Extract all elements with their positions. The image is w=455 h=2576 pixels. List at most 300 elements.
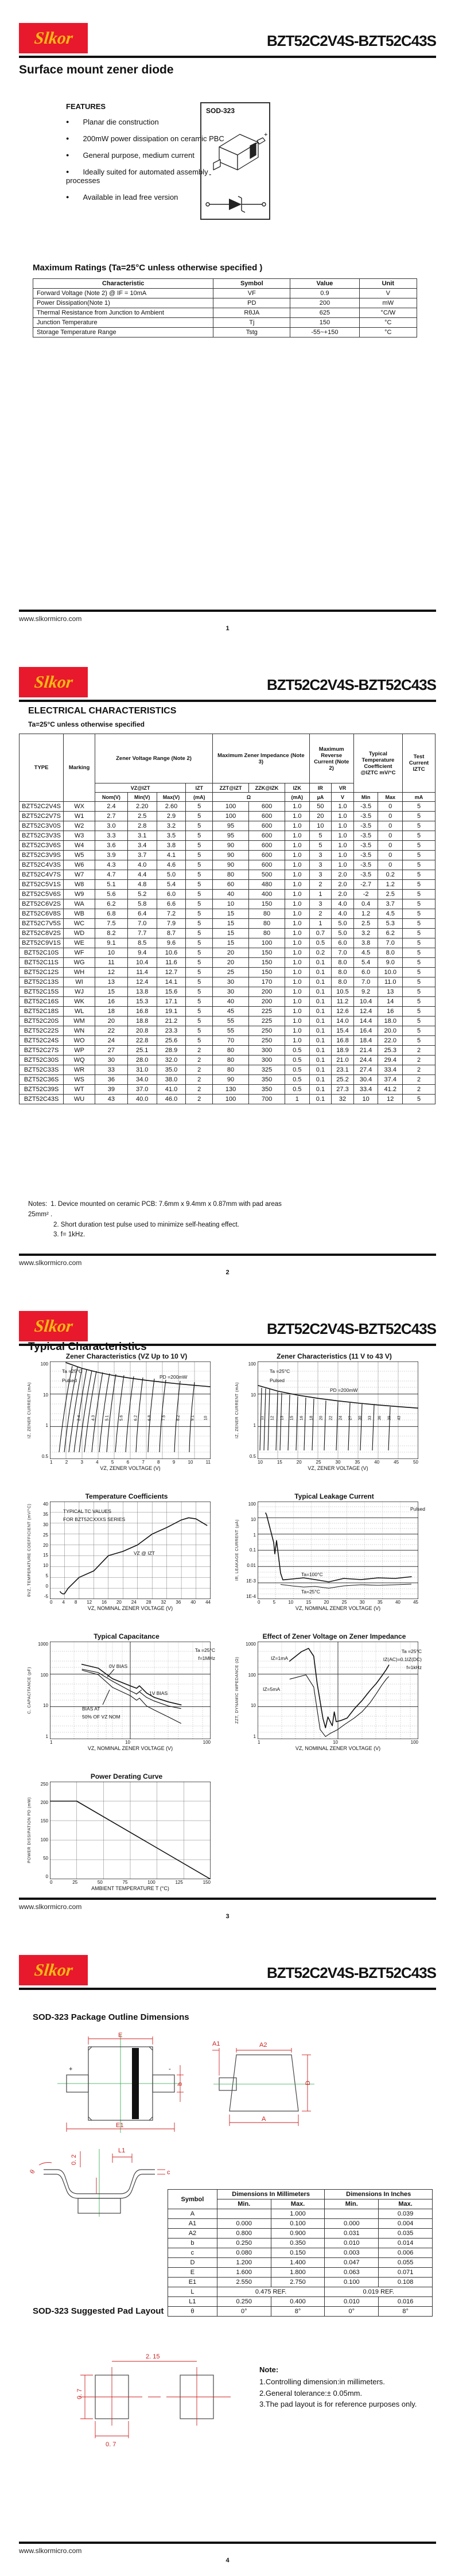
- col-header-marking: Marking: [64, 734, 95, 802]
- table-cell: WJ: [64, 987, 95, 997]
- table-cell: BZT52C15S: [20, 987, 64, 997]
- table-cell: 5: [403, 851, 435, 860]
- table-cell: 325: [249, 1065, 285, 1075]
- header-rule: [19, 700, 436, 702]
- table-cell: 5: [403, 802, 435, 812]
- tick-label: 50: [413, 1460, 418, 1465]
- tick-label: 9.1: [190, 1415, 195, 1421]
- table-cell: 15.4: [332, 1026, 354, 1036]
- website-link[interactable]: www.slkormicro.com: [19, 1259, 82, 1267]
- annotation: Ta=25°C: [301, 1589, 320, 1595]
- table-cell: 10: [95, 948, 127, 958]
- table-row: [168, 2219, 433, 2229]
- table-cell: 10.4: [127, 958, 157, 968]
- table-cell: -3.5: [353, 870, 378, 880]
- tick-label: 1: [258, 1740, 260, 1745]
- package-top-view-drawing: [53, 2031, 185, 2137]
- table-cell: 0.000: [217, 2219, 271, 2229]
- annotation: IZ=5mA: [263, 1686, 280, 1692]
- table-cell: 16.4: [353, 1026, 378, 1036]
- table-cell: 0.1: [309, 1046, 332, 1056]
- x-axis-ticks: [50, 1600, 211, 1605]
- x-axis-ticks: [50, 1460, 211, 1465]
- curve-labels: [76, 1416, 208, 1420]
- table-cell: 2.5: [378, 890, 403, 899]
- tick-label: 12: [270, 1415, 274, 1421]
- tick-label: 28: [146, 1600, 151, 1605]
- table-row: [20, 899, 435, 909]
- pad-layout-notes: [259, 2365, 417, 2410]
- table-cell: 5: [403, 1007, 435, 1017]
- subheader-vz: VZ@IZT: [95, 783, 185, 793]
- table-cell: 5: [186, 821, 213, 831]
- table-cell: 1.0: [332, 821, 354, 831]
- table-row: [20, 812, 435, 821]
- tick-label: 36: [378, 1415, 382, 1421]
- table-cell: BZT52C22S: [20, 1026, 64, 1036]
- table-cell: 150: [290, 318, 359, 328]
- table-cell: 6.2: [378, 929, 403, 938]
- table-cell: -2.7: [353, 880, 378, 890]
- table-cell: 0: [378, 821, 403, 831]
- page-number: 4: [225, 2557, 230, 2564]
- brand-logo-text: Slkor: [33, 1316, 74, 1336]
- list-item: ● 200mW power dissipation on ceramic PBC: [66, 134, 227, 143]
- annotation: Ta =25°C: [62, 1368, 83, 1374]
- unit-header: (mA): [285, 793, 309, 802]
- table-cell: 80: [249, 909, 285, 919]
- electrical-characteristics-heading: ELECTRICAL CHARACTERISTICS: [28, 706, 177, 716]
- chart-title: Zener Characteristics (VZ Up to 10 V): [65, 1352, 188, 1360]
- table-cell: WC: [64, 919, 95, 929]
- notes-label: Notes:: [28, 1201, 48, 1208]
- table-cell: -3.5: [353, 802, 378, 812]
- list-item: 3. f= 1kHz.: [53, 1231, 85, 1239]
- table-cell: 6.0: [353, 968, 378, 977]
- table-cell: 4.0: [332, 909, 354, 919]
- table-cell: 4.0: [127, 860, 157, 870]
- table-cell: 8.7: [157, 929, 186, 938]
- tick-label: 250: [40, 1782, 48, 1787]
- table-cell: WG: [64, 958, 95, 968]
- subheader-ir: IR: [309, 783, 332, 793]
- table-cell: 4.3: [95, 860, 127, 870]
- table-row: [168, 2268, 433, 2278]
- table-cell: 1.000: [271, 2209, 325, 2219]
- table-cell: 10: [213, 899, 249, 909]
- table-cell: 0.039: [379, 2209, 433, 2219]
- table-cell: 1.400: [271, 2258, 325, 2268]
- table-cell: 80: [249, 919, 285, 929]
- table-cell: 30.4: [353, 1075, 378, 1085]
- y-axis-label: θVZ, TEMPERATURE COEFFICIENT (mV/°C): [28, 1503, 32, 1597]
- table-cell: 0°: [325, 2307, 379, 2317]
- table-cell: 5: [186, 831, 213, 841]
- brand-logo-text: Slkor: [33, 672, 74, 692]
- annotation: f=1MHz: [198, 1655, 215, 1661]
- annotation: 50% OF VZ NOM: [82, 1714, 120, 1720]
- table-cell: 300: [249, 1056, 285, 1065]
- table-cell: c: [168, 2248, 217, 2258]
- table-cell: 2: [186, 1095, 213, 1104]
- table-cell: 55: [213, 1026, 249, 1036]
- table-cell: 1.0: [285, 841, 309, 851]
- table-cell: 0: [378, 812, 403, 821]
- tick-label: 7: [142, 1460, 145, 1465]
- table-cell: 5: [403, 909, 435, 919]
- table-cell: 0.1: [309, 987, 332, 997]
- table-cell: 2: [403, 1046, 435, 1056]
- tick-label: 125: [175, 1880, 183, 1885]
- table-cell: 625: [290, 308, 359, 318]
- table-cell: 5: [186, 1026, 213, 1036]
- table-cell: 4.6: [157, 860, 186, 870]
- tick-label: 1: [253, 1532, 256, 1538]
- annotation: VZ @ IZT: [134, 1550, 155, 1556]
- y-axis-label: IR, LEAKAGE CURRENT (µA): [235, 1519, 239, 1581]
- table-cell: 225: [249, 1017, 285, 1026]
- page-subtitle: Surface mount zener diode: [19, 63, 174, 76]
- table-cell: 0.900: [271, 2229, 325, 2239]
- unit-header: mA: [403, 793, 435, 802]
- svg-text:A2: A2: [259, 2042, 267, 2049]
- table-cell: 5: [403, 899, 435, 909]
- table-cell: W2: [64, 821, 95, 831]
- table-cell: 0.9: [290, 289, 359, 298]
- table-cell: 6.0: [157, 890, 186, 899]
- tick-label: 12: [87, 1600, 92, 1605]
- table-cell: 0.350: [271, 2239, 325, 2248]
- brand-logo: [19, 1311, 88, 1341]
- table-cell: 5: [186, 802, 213, 812]
- table-cell: 0.010: [325, 2239, 379, 2248]
- tick-label: 15: [306, 1600, 312, 1605]
- table-cell: 40: [213, 997, 249, 1007]
- table-cell: 3.6: [95, 841, 127, 851]
- table-row: [20, 919, 435, 929]
- x-axis-label: VZ, NOMINAL ZENER VOLTAGE (V): [295, 1745, 381, 1751]
- page-footer: [19, 1898, 436, 1920]
- package-side-view-drawing: [207, 2031, 321, 2137]
- table-cell: 1.0: [285, 821, 309, 831]
- tick-label: 10: [43, 1563, 48, 1569]
- table-cell: 30: [213, 977, 249, 987]
- table-row: [20, 841, 435, 851]
- table-row: [168, 2239, 433, 2248]
- table-cell: 80: [213, 870, 249, 880]
- plot-area: [50, 1642, 211, 1739]
- tick-label: 11: [260, 1415, 265, 1421]
- annotation: 0V BIAS: [109, 1663, 128, 1669]
- tick-label: 33: [368, 1415, 372, 1421]
- table-cell: 0.080: [217, 2248, 271, 2258]
- table-cell: 35.0: [157, 1065, 186, 1075]
- table-cell: 1.0: [285, 938, 309, 948]
- annotation: Pulsed: [410, 1506, 425, 1512]
- table-row: [20, 851, 435, 860]
- table-cell: 2: [186, 1065, 213, 1075]
- table-cell: 40.0: [127, 1095, 157, 1104]
- tick-label: 22: [329, 1415, 333, 1421]
- tick-label: 32: [161, 1600, 166, 1605]
- table-cell: 3.2: [353, 929, 378, 938]
- table-cell: 1.0: [285, 977, 309, 987]
- tick-label: 100: [147, 1880, 155, 1885]
- table-cell: 8.5: [127, 938, 157, 948]
- table-cell: 500: [249, 870, 285, 880]
- table-cell: 5.3: [378, 919, 403, 929]
- table-cell: 0.1: [309, 1056, 332, 1065]
- table-cell: 0.1: [309, 1026, 332, 1036]
- table-cell: 1.0: [285, 929, 309, 938]
- table-cell: BZT52C5V6S: [20, 890, 64, 899]
- col-group-zener-voltage: Zener Voltage Range (Note 2): [95, 734, 212, 783]
- table-cell: 6.4: [127, 909, 157, 919]
- table-cell: 600: [249, 812, 285, 821]
- pad-pitch-dim: 2. 15: [146, 2353, 160, 2360]
- website-link[interactable]: www.slkormicro.com: [19, 615, 82, 623]
- chart-title: Zener Characteristics (11 V to 43 V): [277, 1352, 392, 1360]
- table-cell: 150: [249, 958, 285, 968]
- table-row: [20, 1085, 435, 1095]
- table-cell: 9.0: [378, 958, 403, 968]
- table-cell: 37.4: [378, 1075, 403, 1085]
- unit-header: µA: [309, 793, 332, 802]
- table-cell: 0.063: [325, 2268, 379, 2278]
- chart-zener-high: [235, 1352, 433, 1471]
- table-row: [168, 2229, 433, 2239]
- table-cell: BZT52C3V0S: [20, 821, 64, 831]
- table-cell: -3.5: [353, 812, 378, 821]
- table-cell: 21.4: [353, 1046, 378, 1056]
- chart-temperature-coefficients: [28, 1492, 225, 1611]
- table-cell: 1.0: [285, 899, 309, 909]
- table-cell: 100: [249, 938, 285, 948]
- chart-zener-low: [28, 1352, 225, 1471]
- table-row: [20, 1056, 435, 1065]
- table-cell: 13.8: [127, 987, 157, 997]
- document-title: BZT52C2V4S-BZT52C43S: [267, 32, 436, 49]
- tick-label: 1E-3: [246, 1578, 256, 1584]
- table-cell: 4.1: [157, 851, 186, 860]
- pad-height-dim: 0. 7: [76, 2388, 83, 2399]
- table-cell: 0.003: [325, 2248, 379, 2258]
- table-cell: 5: [186, 841, 213, 851]
- chart-title: Power Derating Curve: [90, 1772, 163, 1780]
- table-cell: 9.4: [127, 948, 157, 958]
- chart-leakage-current: [235, 1492, 433, 1611]
- table-cell: 1.0: [285, 831, 309, 841]
- table-cell: WS: [64, 1075, 95, 1085]
- table-cell: 13: [95, 977, 127, 987]
- table-cell: 1.0: [285, 919, 309, 929]
- table-cell: Tstg: [213, 328, 290, 337]
- tick-label: 1000: [246, 1642, 256, 1647]
- test-condition: Ta=25°C unless otherwise specified: [28, 720, 145, 728]
- table-cell: 600: [249, 860, 285, 870]
- table-cell: 2: [186, 1075, 213, 1085]
- tick-label: 150: [203, 1880, 211, 1885]
- table-cell: BZT52C6V8S: [20, 909, 64, 919]
- table-cell: 28.9: [157, 1046, 186, 1056]
- y-axis-ticks: [243, 1642, 258, 1739]
- chart-power-derating: [28, 1772, 225, 1891]
- table-cell: 150: [249, 948, 285, 958]
- x-axis-label: VZ, NOMINAL ZENER VOLTAGE (V): [87, 1745, 173, 1751]
- x-axis-label: VZ, NOMINAL ZENER VOLTAGE (V): [87, 1605, 173, 1611]
- subheader-izt: IZT: [186, 783, 213, 793]
- table-cell: 3.3: [95, 831, 127, 841]
- table-cell: 0.1: [309, 997, 332, 1007]
- table-cell: 600: [249, 821, 285, 831]
- table-cell: 5: [186, 899, 213, 909]
- table-cell: 18.8: [127, 1017, 157, 1026]
- table-row: [20, 948, 435, 958]
- table-cell: 0.5: [285, 1085, 309, 1095]
- col-group-mm: Dimensions In Millimeters: [217, 2190, 325, 2199]
- tick-label: 15: [277, 1460, 282, 1465]
- tick-label: 25: [72, 1880, 78, 1885]
- table-cell: 11: [95, 958, 127, 968]
- svg-text:-: -: [169, 2066, 171, 2073]
- table-cell: 170: [249, 977, 285, 987]
- tick-label: 5: [273, 1600, 276, 1605]
- table-cell: 39: [95, 1085, 127, 1095]
- table-cell: 8.0: [332, 958, 354, 968]
- tick-label: 10: [251, 1392, 256, 1398]
- table-cell: -3.5: [353, 841, 378, 851]
- table-cell: 5: [403, 890, 435, 899]
- plot-area: [50, 1782, 211, 1879]
- table-row: [20, 1095, 435, 1104]
- tick-label: 100: [203, 1740, 211, 1745]
- table-cell: 250: [249, 1036, 285, 1046]
- table-cell: BZT52C8V2S: [20, 929, 64, 938]
- table-cell: 18: [95, 1007, 127, 1017]
- table-cell: 11.2: [332, 997, 354, 1007]
- table-row: [33, 289, 417, 298]
- table-cell: WT: [64, 1085, 95, 1095]
- table-cell: 0.1: [309, 1085, 332, 1095]
- header-rule: [19, 56, 436, 58]
- table-cell: 5.8: [127, 899, 157, 909]
- table-cell: 8.0: [332, 968, 354, 977]
- website-link[interactable]: www.slkormicro.com: [19, 1903, 82, 1911]
- table-cell: 5: [186, 929, 213, 938]
- table-cell: 15.6: [157, 987, 186, 997]
- table-cell: 0.1: [309, 1036, 332, 1046]
- table-cell: WU: [64, 1095, 95, 1104]
- table-cell: 0.016: [379, 2297, 433, 2307]
- table-cell: 1.0: [285, 997, 309, 1007]
- svg-text:A1: A1: [212, 2040, 220, 2047]
- tick-label: 1E-4: [246, 1593, 256, 1599]
- table-cell: BZT52C36S: [20, 1075, 64, 1085]
- annotation: 1V BIAS: [149, 1690, 168, 1696]
- table-cell: BZT52C5V1S: [20, 880, 64, 890]
- col-header: Value: [290, 279, 359, 289]
- page-number: 1: [225, 625, 230, 632]
- table-cell: W5: [64, 851, 95, 860]
- tick-label: 6: [126, 1460, 130, 1465]
- tick-label: 0.5: [41, 1453, 48, 1459]
- notes-block: [28, 1200, 285, 1240]
- tick-label: 10: [251, 1703, 256, 1709]
- tick-label: 15: [43, 1553, 48, 1558]
- table-cell: 20: [213, 958, 249, 968]
- tick-label: 10: [288, 1600, 294, 1605]
- table-cell: 21.2: [157, 1017, 186, 1026]
- table-cell: 1.0: [285, 1036, 309, 1046]
- table-cell: 5: [186, 938, 213, 948]
- table-cell: 5: [403, 870, 435, 880]
- table-cell: 2: [403, 1075, 435, 1085]
- tick-label: 7.5: [162, 1415, 166, 1421]
- table-cell: 50: [309, 802, 332, 812]
- table-cell: 12.6: [332, 1007, 354, 1017]
- table-cell: Thermal Resistance from Junction to Ambient: [33, 308, 213, 318]
- website-link[interactable]: www.slkormicro.com: [19, 2547, 82, 2555]
- table-cell: [217, 2209, 271, 2219]
- table-cell: WL: [64, 1007, 95, 1017]
- table-cell: 250: [249, 1026, 285, 1036]
- table-row: [20, 1007, 435, 1017]
- footer-rule: [19, 610, 436, 612]
- subheader-min: Min.: [325, 2199, 379, 2209]
- table-cell: 2.5: [353, 919, 378, 929]
- tick-label: 5: [111, 1460, 114, 1465]
- col-header: Symbol: [213, 279, 290, 289]
- table-cell: WK: [64, 997, 95, 1007]
- polarity-plus-mark: +: [264, 131, 268, 138]
- table-cell: 0.5: [285, 1046, 309, 1056]
- page-4: [0, 1932, 455, 2576]
- table-cell: W6: [64, 860, 95, 870]
- table-cell: 480: [249, 880, 285, 890]
- typical-characteristics-heading: Typical Characteristics: [28, 1341, 147, 1353]
- tick-label: 100: [40, 1672, 48, 1678]
- table-cell: 95: [213, 821, 249, 831]
- table-cell: 16.8: [332, 1036, 354, 1046]
- table-cell: W8: [64, 880, 95, 890]
- tick-label: 50: [97, 1880, 103, 1885]
- table-cell: BZT52C3V6S: [20, 841, 64, 851]
- table-cell: mW: [359, 298, 417, 308]
- table-cell: 5: [403, 1036, 435, 1046]
- table-cell: BZT52C9V1S: [20, 938, 64, 948]
- tick-label: 100: [248, 1361, 256, 1367]
- table-row: [20, 977, 435, 987]
- tick-label: 4: [62, 1600, 65, 1605]
- table-cell: 0: [378, 841, 403, 851]
- plot-area: [258, 1502, 418, 1599]
- pad-width-dim: 0. 7: [106, 2441, 116, 2448]
- table-cell: [325, 2209, 379, 2219]
- list-item: 1. Device mounted on ceramic PCB: 7.6mm x 9.4mm x 0.87mm with pad areas 25mm² .: [28, 1201, 282, 1218]
- table-cell: 5: [186, 880, 213, 890]
- table-cell: 4.5: [353, 948, 378, 958]
- footer-rule: [19, 1254, 436, 1256]
- x-axis-label: VZ, ZENER VOLTAGE (V): [308, 1465, 368, 1471]
- table-row: [33, 308, 417, 318]
- table-cell: 3.8: [353, 938, 378, 948]
- subheader-izk: IZK: [285, 783, 309, 793]
- table-cell: 1.0: [332, 860, 354, 870]
- tick-label: 10: [43, 1703, 48, 1709]
- table-cell: 2.0: [332, 890, 354, 899]
- table-cell: 10: [353, 1095, 378, 1104]
- table-cell: 2: [309, 909, 332, 919]
